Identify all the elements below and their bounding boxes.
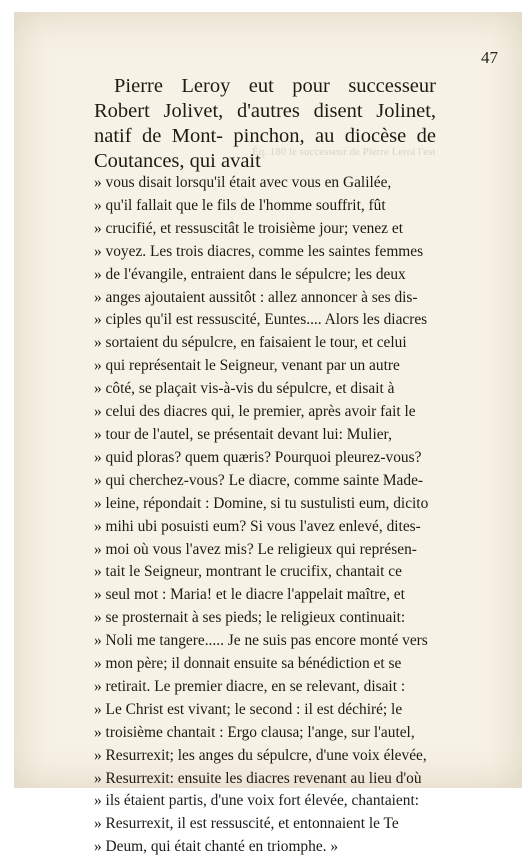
text-line: » Le Christ est vivant; le second : il est déchiré; le bbox=[94, 700, 403, 718]
text-line: » qui cherchez-vous? Le diacre, comme sainte Made- bbox=[94, 471, 424, 489]
text-line: » leine, répondait : Domine, si tu sustulisti eum, dicito bbox=[94, 494, 429, 512]
text-line: » celui des diacres qui, le premier, après avoir fait le bbox=[94, 403, 416, 421]
text-line: » se prosternait à ses pieds; le religieux continuait: bbox=[94, 609, 406, 627]
text-line: » anges ajoutaient aussitôt : allez annoncer à ses dis- bbox=[94, 288, 418, 306]
text-line: » mihi ubi posuisti eum? Si vous l'avez enlevé, dites- bbox=[94, 517, 421, 535]
page-number: 47 bbox=[481, 48, 498, 67]
text-line: » ils étaient partis, d'une voix fort élevée, chantaient: bbox=[94, 792, 420, 810]
text-line: » Resurrexit; les anges du sépulcre, d'une voix élevée, bbox=[94, 746, 427, 764]
text-line: » vous disait lorsqu'il était avec vous en Galilée, bbox=[94, 174, 392, 191]
text-line: » voyez. Les trois diacres, comme les saintes femmes bbox=[94, 242, 424, 260]
text-line: » mon père; il donnait ensuite sa bénédiction et se bbox=[94, 655, 402, 673]
text-line: » Resurrexit: ensuite les diacres revenant au lieu d'où bbox=[94, 769, 422, 787]
book-page bbox=[14, 12, 522, 856]
text-line: » côté, se plaçait vis-à-vis du sépulcre, et disait à bbox=[94, 380, 395, 398]
intro-line: pinchon, au diocèse de Coutances, qui avait bbox=[94, 125, 437, 172]
intro-line: Pierre Leroy eut pour successeur Robert bbox=[94, 75, 436, 122]
text-line: » Resurrexit, il est ressuscité, et entonnaient le Te bbox=[94, 815, 399, 833]
text-line: » de l'évangile, entraient dans le sépulcre; les deux bbox=[94, 265, 406, 283]
text-line: » qui représentait le Seigneur, venant par un autre bbox=[94, 357, 400, 375]
text-line: » retirait. Le premier diacre, en se relevant, disait : bbox=[94, 677, 406, 695]
text-line: » tour de l'autel, se présentait devant lui: Mulier, bbox=[94, 425, 392, 443]
text-line: » seul mot : Maria! et le diacre l'appelait maître, et bbox=[94, 586, 405, 604]
text-line: » moi où vous l'avez mis? Le religieux qui représen- bbox=[94, 540, 417, 558]
intro-paragraph bbox=[94, 74, 436, 174]
text-line: » sortaient du sépulcre, en faisaient le tour, et celui bbox=[94, 334, 407, 352]
intro-line: Jolivet, d'autres disent Jolinet, natif de Mont- bbox=[94, 100, 437, 147]
text-line: » Noli me tangere..... Je ne suis pas encore monté vers bbox=[94, 632, 428, 650]
text-line: » ciples qu'il est ressuscité, Euntes.... Alors les diacres bbox=[94, 311, 428, 329]
text-line: » crucifié, et ressuscitât le troisième jour; venez et bbox=[94, 219, 403, 237]
quoted-passage bbox=[94, 172, 432, 859]
text-line: » troisième chantait : Ergo clausa; l'ange, sur l'autel, bbox=[94, 723, 415, 741]
text-line: » tait le Seigneur, montrant le crucifix, chantait ce bbox=[94, 563, 402, 581]
text-line: » qu'il fallait que le fils de l'homme souffrit, fût bbox=[94, 196, 386, 214]
text-line: » quid ploras? quem quæris? Pourquoi pleurez-vous? bbox=[94, 448, 422, 466]
bleed-through-text: Éq. 180 le successeur de Pierre Leroi l'est bbox=[252, 146, 436, 158]
text-line: » Deum, qui était chanté en triomphe. » bbox=[94, 838, 339, 856]
